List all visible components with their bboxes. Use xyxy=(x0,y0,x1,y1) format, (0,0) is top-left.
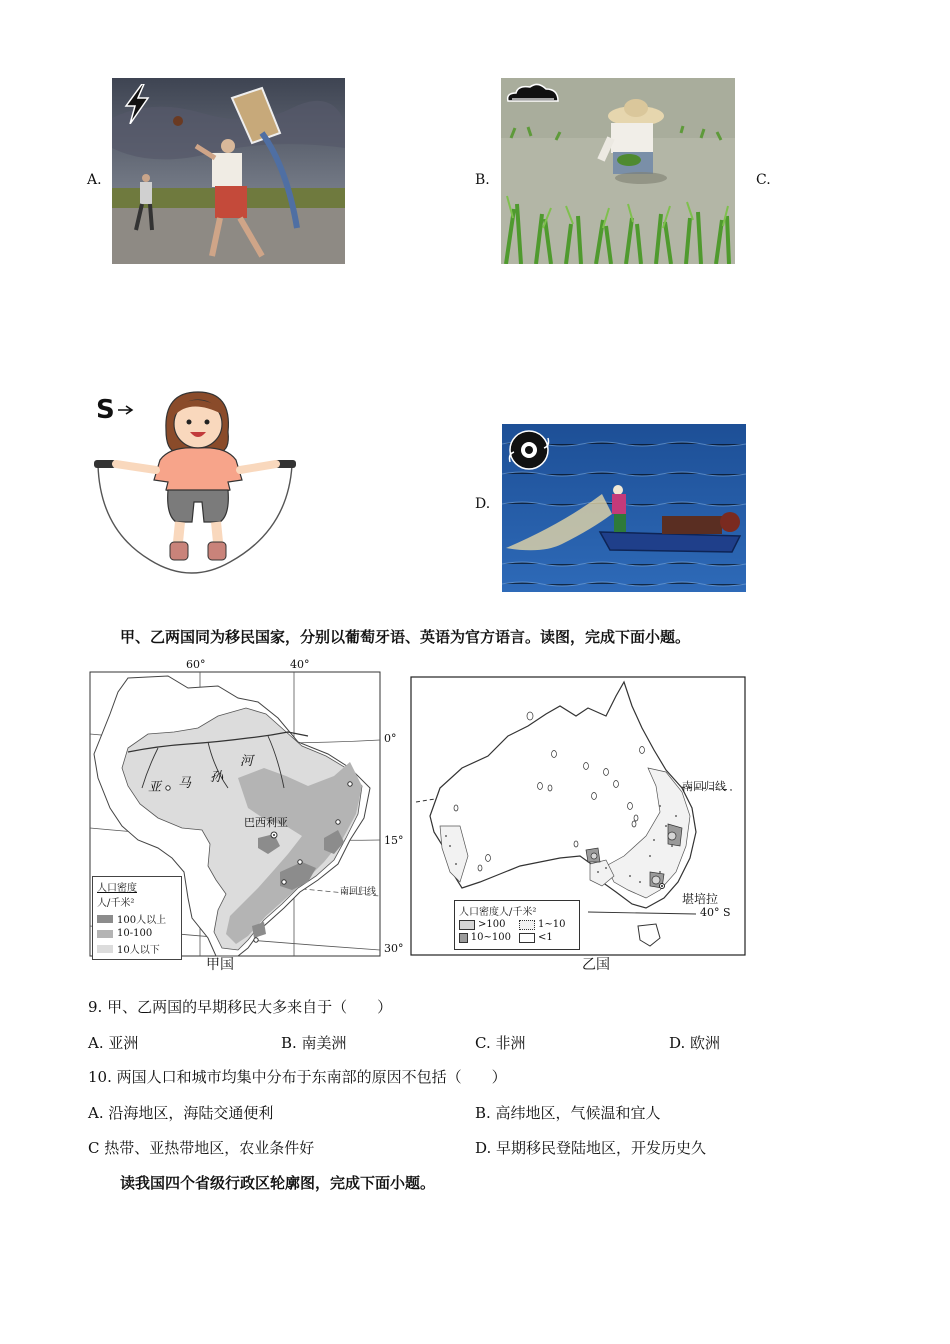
lat-15-label: 15° xyxy=(384,834,404,847)
tropic-label: 南回归线 xyxy=(340,887,377,897)
lon-60-label: 60° xyxy=(186,658,206,671)
legend-yi-text-4: <1 xyxy=(538,932,553,943)
canberra-label: 堪培拉 xyxy=(682,892,719,906)
legend-swatch-medium xyxy=(97,930,113,938)
legend-item-sparse xyxy=(97,941,177,956)
legend-yi-swatch-3 xyxy=(459,933,468,943)
tropic-label-yi: 南回归线 xyxy=(682,780,726,793)
option-b-label: B. xyxy=(475,172,490,188)
q9-option-a[interactable]: A. 亚洲 xyxy=(88,1034,139,1052)
legend-item-dense xyxy=(97,911,177,926)
basketball-players-storm-photo xyxy=(112,78,345,264)
legend-yi-text-3: 10~100 xyxy=(470,932,511,943)
fisherman-casting-net-photo xyxy=(502,424,746,592)
legend-yi-text-1: >100 xyxy=(478,919,506,930)
q9-option-c[interactable]: C. 非洲 xyxy=(475,1034,526,1052)
lat-0-label: 0° xyxy=(384,732,397,745)
legend-yi-title: 人口密度人/千米² xyxy=(459,907,537,918)
lon-40-label: 40° xyxy=(290,658,310,671)
legend-yi-swatch-1 xyxy=(459,920,475,930)
rice-transplanting-photo xyxy=(501,78,735,264)
question-9-stem: 9. 甲、乙两国的早期移民大多来自于（ ） xyxy=(88,998,393,1016)
legend-text-medium: 10-100 xyxy=(117,928,153,939)
legend-yi-item-3 xyxy=(459,932,511,943)
river-char-1: 亚 xyxy=(148,780,162,795)
legend-jia xyxy=(92,876,182,960)
map-jia-brazil xyxy=(88,658,404,974)
legend-text-dense: 100人以上 xyxy=(117,915,167,926)
legend-yi-item-4 xyxy=(519,932,571,943)
legend-swatch-dense xyxy=(97,915,113,923)
question-10-stem: 10. 两国人口和城市均集中分布于东南部的原因不包括（ ） xyxy=(88,1068,507,1086)
legend-unit: 人/千米² xyxy=(97,898,135,909)
q9-option-b[interactable]: B. 南美洲 xyxy=(281,1034,347,1052)
capital-brasilia-label: 巴西利亚 xyxy=(244,816,288,829)
legend-text-sparse: 10人以下 xyxy=(117,945,160,956)
q10-option-d[interactable]: D. 早期移民登陆地区，开发历史久 xyxy=(475,1139,707,1157)
q10-option-b[interactable]: B. 高纬地区，气候温和宜人 xyxy=(475,1104,661,1122)
q10-option-a[interactable]: A. 沿海地区，海陆交通便利 xyxy=(88,1104,274,1122)
svg-text:S: S xyxy=(96,396,115,424)
q10-option-c[interactable]: C 热带、亚热带地区，农业条件好 xyxy=(88,1139,315,1157)
legend-yi-swatch-2 xyxy=(519,920,535,930)
river-char-4: 河 xyxy=(240,754,254,769)
overcast-cloud-icon xyxy=(504,81,562,105)
q9-option-d[interactable]: D. 欧洲 xyxy=(669,1034,721,1052)
map-yi-caption: 乙国 xyxy=(582,957,610,973)
sandstorm-s-icon xyxy=(94,396,134,424)
legend-title: 人口密度 xyxy=(97,883,137,894)
river-char-3: 孙 xyxy=(210,770,224,785)
map-jia-caption: 甲国 xyxy=(206,957,234,973)
legend-item-medium xyxy=(97,928,177,939)
legend-yi-item-2 xyxy=(519,919,571,930)
intro-province-outlines: 读我国四个省级行政区轮廓图，完成下面小题。 xyxy=(120,1174,436,1192)
legend-yi-swatch-4 xyxy=(519,933,535,943)
option-c-label: C. xyxy=(756,172,771,188)
option-d-label: D. xyxy=(475,496,491,512)
map-yi-australia xyxy=(410,676,746,974)
lat-30-label: 30° xyxy=(384,942,404,955)
legend-yi xyxy=(454,900,580,950)
typhoon-icon xyxy=(506,428,552,472)
lat-40s-label: 40° S xyxy=(700,906,731,919)
girl-jumping-rope-cartoon xyxy=(90,390,302,588)
intro-immigrant-countries: 甲、乙两国同为移民国家，分别以葡萄牙语、英语为官方语言。读图，完成下面小题。 xyxy=(120,628,691,646)
legend-swatch-sparse xyxy=(97,945,113,953)
lightning-icon xyxy=(122,84,152,124)
legend-yi-text-2: 1~10 xyxy=(538,919,566,930)
option-a-label: A. xyxy=(87,172,102,188)
legend-yi-item-1 xyxy=(459,919,511,930)
river-char-2: 马 xyxy=(178,776,192,791)
